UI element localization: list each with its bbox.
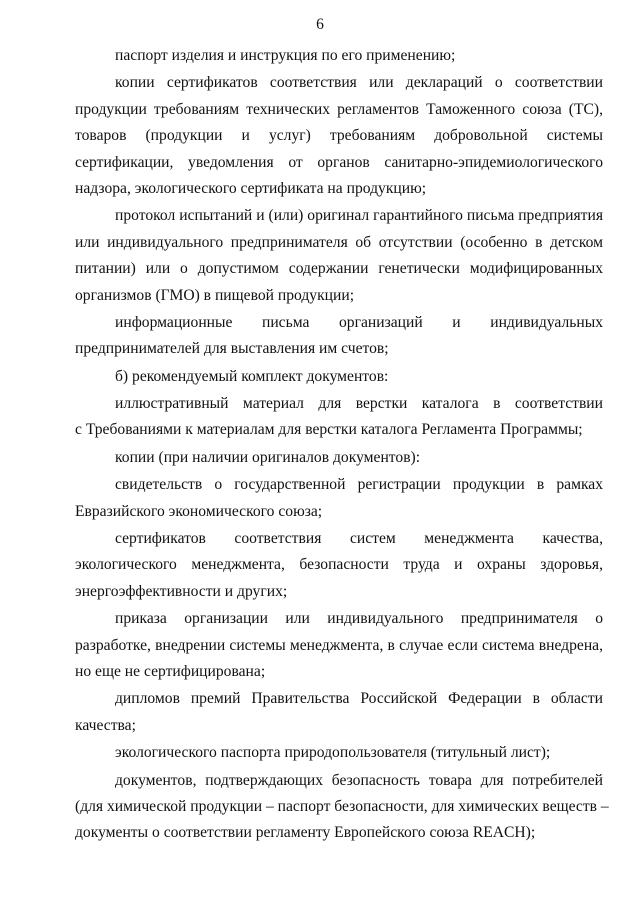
text-line: Евразийского экономического союза; [75,502,323,520]
paragraph [75,526,603,605]
text-line: экологического паспорта природопользователя (титульный лист); [115,744,551,762]
text-line: (для химической продукции – паспорт безопасности, для химических веществ – [75,797,609,815]
text-line: питании) или о допустимом содержании генетически модифицированных [75,260,603,278]
text-line: энергоэффективности и других; [75,582,288,600]
text-line: экологического менеджмента, безопасности труда и охраны здоровья, [75,556,603,574]
text-line: копии (при наличии оригиналов документов): [115,448,421,466]
text-line: качества; [75,716,136,734]
text-line: иллюстративный материал для верстки каталога в соответствии [115,395,603,413]
text-line: надзора, экологического сертификата на продукцию; [75,179,427,197]
text-line: или индивидуального предпринимателя об отсутствии (особенно в детском [75,233,603,251]
text-line: приказа организации или индивидуального предпринимателя о [115,610,603,628]
text-line: документы о соответствии регламенту Европейского союза REACH); [75,824,536,842]
text-line: копии сертификатов соответствия или деклараций о соответствии [115,74,603,92]
page-number: 6 [316,16,324,33]
text-line: товаров (продукции и услуг) требованиям добровольной системы [75,127,603,145]
paragraph [75,768,609,847]
text-line: б) рекомендуемый комплект документов: [115,367,389,385]
paragraph [75,364,603,390]
text-line: документов, подтверждающих безопасность товара для потребителей [115,771,603,789]
paragraph [75,472,603,525]
paragraph [75,70,603,202]
document-body [75,43,609,848]
paragraph [75,310,603,363]
text-line: но еще не сертифицирована; [75,662,266,680]
text-line: паспорт изделия и инструкция по его применению; [115,47,456,64]
text-line: предпринимателей для выставления им счетов; [75,340,389,358]
text-line: информационные письма организаций и индивидуальных [115,313,603,331]
text-line: сертификатов соответствия систем менеджмента качества, [115,530,603,548]
paragraph [75,606,603,685]
text-line: протокол испытаний и (или) оригинал гарантийного письма предприятия [115,207,603,225]
text-line: разработке, внедрении системы менеджмента, в случае если система внедрена, [75,636,603,654]
text-line: организмов (ГМО) в пищевой продукции; [75,286,355,304]
text-line: с Требованиями к материалам для верстки каталога Регламента Программы; [75,421,583,439]
paragraph [75,43,603,69]
paragraph [75,686,603,739]
paragraph [75,445,603,471]
text-line: свидетельств о государственной регистрации продукции в рамках [115,476,603,494]
paragraph [75,740,603,766]
paragraph [75,203,603,309]
text-line: продукции требованиям технических регламентов Таможенного союза (ТС), [75,100,603,118]
text-line: сертификации, уведомления от органов санитарно-эпидемиологического [75,153,603,171]
paragraph [75,391,603,444]
text-line: дипломов премий Правительства Российской Федерации в области [115,690,603,708]
